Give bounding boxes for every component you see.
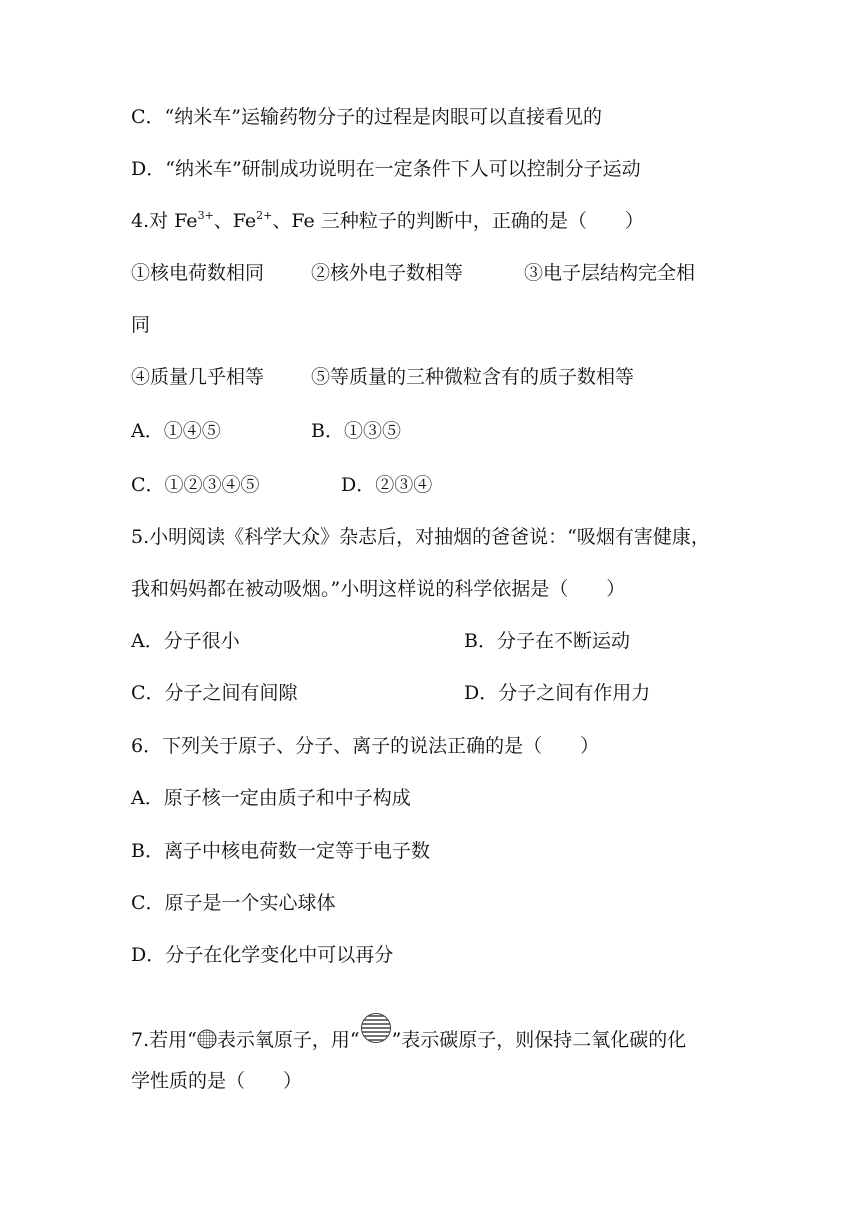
q4-statement-3: ③电子层结构完全相 [524,262,696,284]
q4-statements-row1 [131,260,731,286]
q4-stem-suffix: 、Fe 三种粒子的判断中，正确的是（ ） [272,210,644,232]
q4-option-c: C．①②③④⑤ [131,474,260,496]
q5-option-c: C．分子之间有间隙 [131,682,298,704]
q4-options-row1 [131,418,631,444]
q6-option-b: B．离子中核电荷数一定等于电子数 [131,840,430,862]
q5-option-a: A．分子很小 [131,630,240,652]
fe3-charge: 3+ [197,209,214,222]
q7-stem-line1 [131,1012,686,1058]
q5-stem-line2: 我和妈妈都在被动吸烟。”小明这样说的科学依据是（ ） [131,578,626,600]
q4-statement-5: ⑤等质量的三种微粒含有的质子数相等 [311,366,635,388]
q6-option-a: A．原子核一定由质子和中子构成 [131,787,411,809]
q3-option-d: D．“纳米车”研制成功说明在一定条件下人可以控制分子运动 [131,158,641,180]
q4-stem-prefix: 4.对 Fe [131,210,198,232]
q4-option-a: A．①④⑤ [131,420,221,442]
q3-option-c: C．“纳米车”运输药物分子的过程是肉眼可以直接看见的 [131,106,602,128]
q6-stem: 6．下列关于原子、分子、离子的说法正确的是（ ） [131,735,600,757]
horizontal-striped-sphere-icon [360,1012,392,1053]
q5-options-row2 [131,680,731,706]
q6-option-d: D．分子在化学变化中可以再分 [131,944,394,966]
q5-option-d: D．分子之间有作用力 [464,682,651,704]
q4-options-row2 [131,472,631,498]
fe2-charge: 2+ [256,209,273,222]
q5-option-b: B．分子在不断运动 [464,630,630,652]
q4-statement-4: ④质量几乎相等 [131,366,265,388]
q6-option-c: C．原子是一个实心球体 [131,892,336,914]
q4-option-b: B．①③⑤ [311,420,401,442]
q4-option-d: D．②③④ [341,474,433,496]
q4-stem [131,208,644,234]
q4-stem-sep: 、Fe [213,210,257,232]
q4-statement-1: ①核电荷数相同 [131,262,265,284]
q4-statement-3-cont: 同 [131,314,151,336]
q7-stem-part1: 7.若用“ [131,1029,197,1051]
q5-options-row1 [131,628,731,654]
q5-stem-line1: 5.小明阅读《科学大众》杂志后，对抽烟的爸爸说：“吸烟有害健康， [131,526,710,548]
q7-stem-part3: ”表示碳原子，则保持二氧化碳的化 [391,1029,687,1051]
grid-hatched-sphere-icon [197,1028,217,1058]
q7-stem-line2: 学性质的是（ ） [131,1070,303,1092]
q4-statements-row2 [131,364,731,390]
q7-stem-part2: 表示氧原子，用“ [216,1029,360,1051]
q4-statement-2: ②核外电子数相等 [311,262,464,284]
